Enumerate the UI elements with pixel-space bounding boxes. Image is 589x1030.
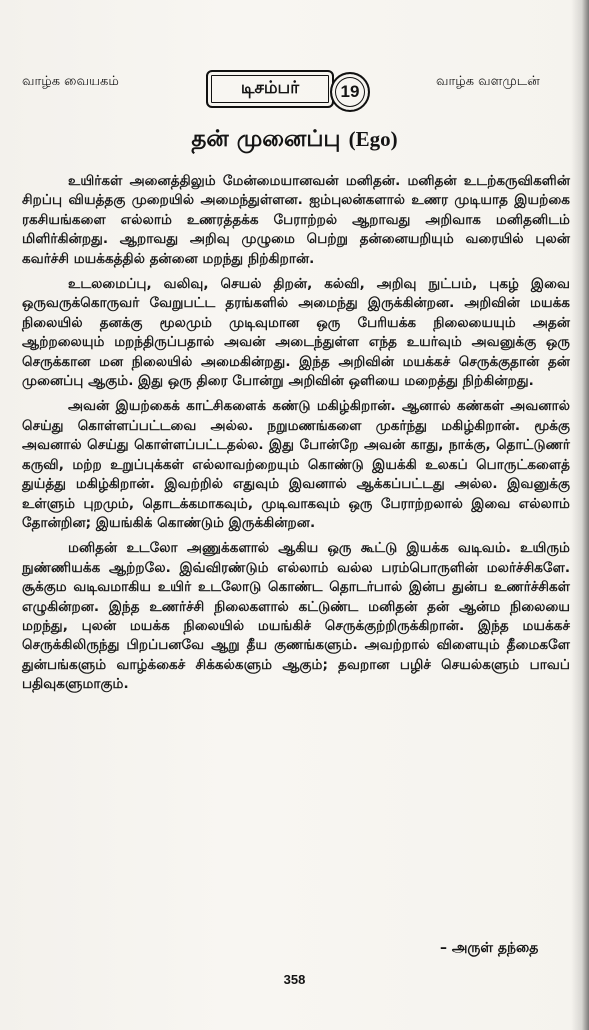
article-body [22, 172, 570, 695]
paragraph-2: உடலமைப்பு, வலிவு, செயல் திறன், கல்வி, அறிவு நுட்பம், புகழ் இவை ஒருவருக்கொருவர் வேறுபட்ட தரங்களில் அமைந்து இருக்கின்றன. அறிவின் மயக்க நிலையில் தனக்கு மூலமும் முடிவுமான ஒரு பேரியக்க நிலையையும் அதன் ஆற்றலையும் மறந்திருப்பதால் அவன் அடைந்துள்ள எந்த உயர்வும் அவனுக்கு ஒரு செருக்கான மன நிலையில் அமைகின்றது. இந்த அறிவின் மயக்கச் செருக்குதான் தன் முனைப்பு ஆகும். இது ஒரு திரை போன்று அறிவின் ஒளியை மறைத்து நிற்கின்றது. [22, 276, 570, 390]
page-title [0, 126, 589, 155]
header-left-motto: வாழ்க வையகம் [22, 74, 119, 89]
page-number: 358 [283, 972, 306, 987]
month-label: டிசம்பர் [240, 78, 300, 98]
paragraph-1: உயிர்கள் அனைத்திலும் மேன்மையானவன் மனிதன். மனிதன் உடற்கருவிகளின் சிறப்பு வியத்தகு முறையில் அமைந்துள்ளன. ஐம்புலன்களால் உணர முடியாத இயற்கை ரகசியங்களை எல்லாம் உணரத்தக்க பேராற்றல் ஆறாவது அறிவாக மனிதனிடம் மிளிர்கின்றது. ஆறாவது அறிவு முழுமை பெற்று தன்னையறியும் வரையில் புலன் கவர்ச்சி மயக்கத்தில் தன்னை மறந்து நிற்கிறான். [22, 173, 570, 267]
month-box [206, 70, 334, 108]
author-signature: – அருள் தந்தை [440, 940, 539, 956]
paragraph-3: அவன் இயற்கைக் காட்சிகளைக் கண்டு மகிழ்கிறான். ஆனால் கண்கள் அவனால் செய்து கொள்ளப்பட்டவை அல்ல. நறுமணங்களை முகர்ந்து மகிழ்கிறான். மூக்கு அவனால் செய்து கொள்ளப்பட்டதல்ல. இது போன்றே அவன் காது, நாக்கு, தொட்டுணர் கருவி, மற்ற உறுப்புக்கள் எல்லாவற்றையும் கொண்டு இயக்கி உலகப் பொருட்களைத் துய்த்து மகிழ்கிறான். இவற்றில் எதுவும் இவனால் ஆக்கப்பட்டது அல்ல. இவனுக்கு உள்ளும் புறமும், தொடக்கமாகவும், முடிவாகவும் ஒரு பேராற்றலால் இவை எல்லாம் தோன்றின; இயங்கிக் கொண்டும் இருக்கின்றன. [22, 398, 570, 531]
page-header [0, 64, 589, 114]
header-right-motto: வாழ்க வளமுடன் [436, 74, 540, 89]
title-english: (Ego) [348, 127, 398, 151]
paragraph-4: மனிதன் உடலோ அணுக்களால் ஆகிய ஒரு கூட்டு இயக்க வடிவம். உயிரும் நுண்ணியக்க ஆற்றலே. இவ்விரண்டும் எல்லாம் வல்ல பரம்பொருளின் மலர்ச்சிகளே. சூக்கும வடிவமாகிய உயிர் உடலோடு கொண்ட தொடர்பால் இன்ப துன்ப உணர்ச்சிகள் எழுகின்றன. இந்த உணர்ச்சி நிலைகளால் கட்டுண்ட மனிதன் தன் ஆன்ம நிலையை மறந்து, புலன் மயக்க நிலையில் மயங்கிச் செருக்குற்றிருக்கிறான். இந்த மயக்கச் செருக்கிலிருந்து பிறப்பனவே ஆறு தீய குணங்களும். அவற்றால் விளையும் தீமைகளே துன்பங்களும் வாழ்க்கைச் சிக்கல்களும் ஆகும்; தவறான பழிச் செயல்களும் பாவப் பதிவுகளுமாகும். [22, 540, 570, 693]
day-circle [330, 72, 370, 112]
page-edge-shadow [571, 0, 589, 1030]
title-tamil: தன் முனைப்பு [191, 126, 341, 152]
day-number: 19 [340, 82, 360, 101]
